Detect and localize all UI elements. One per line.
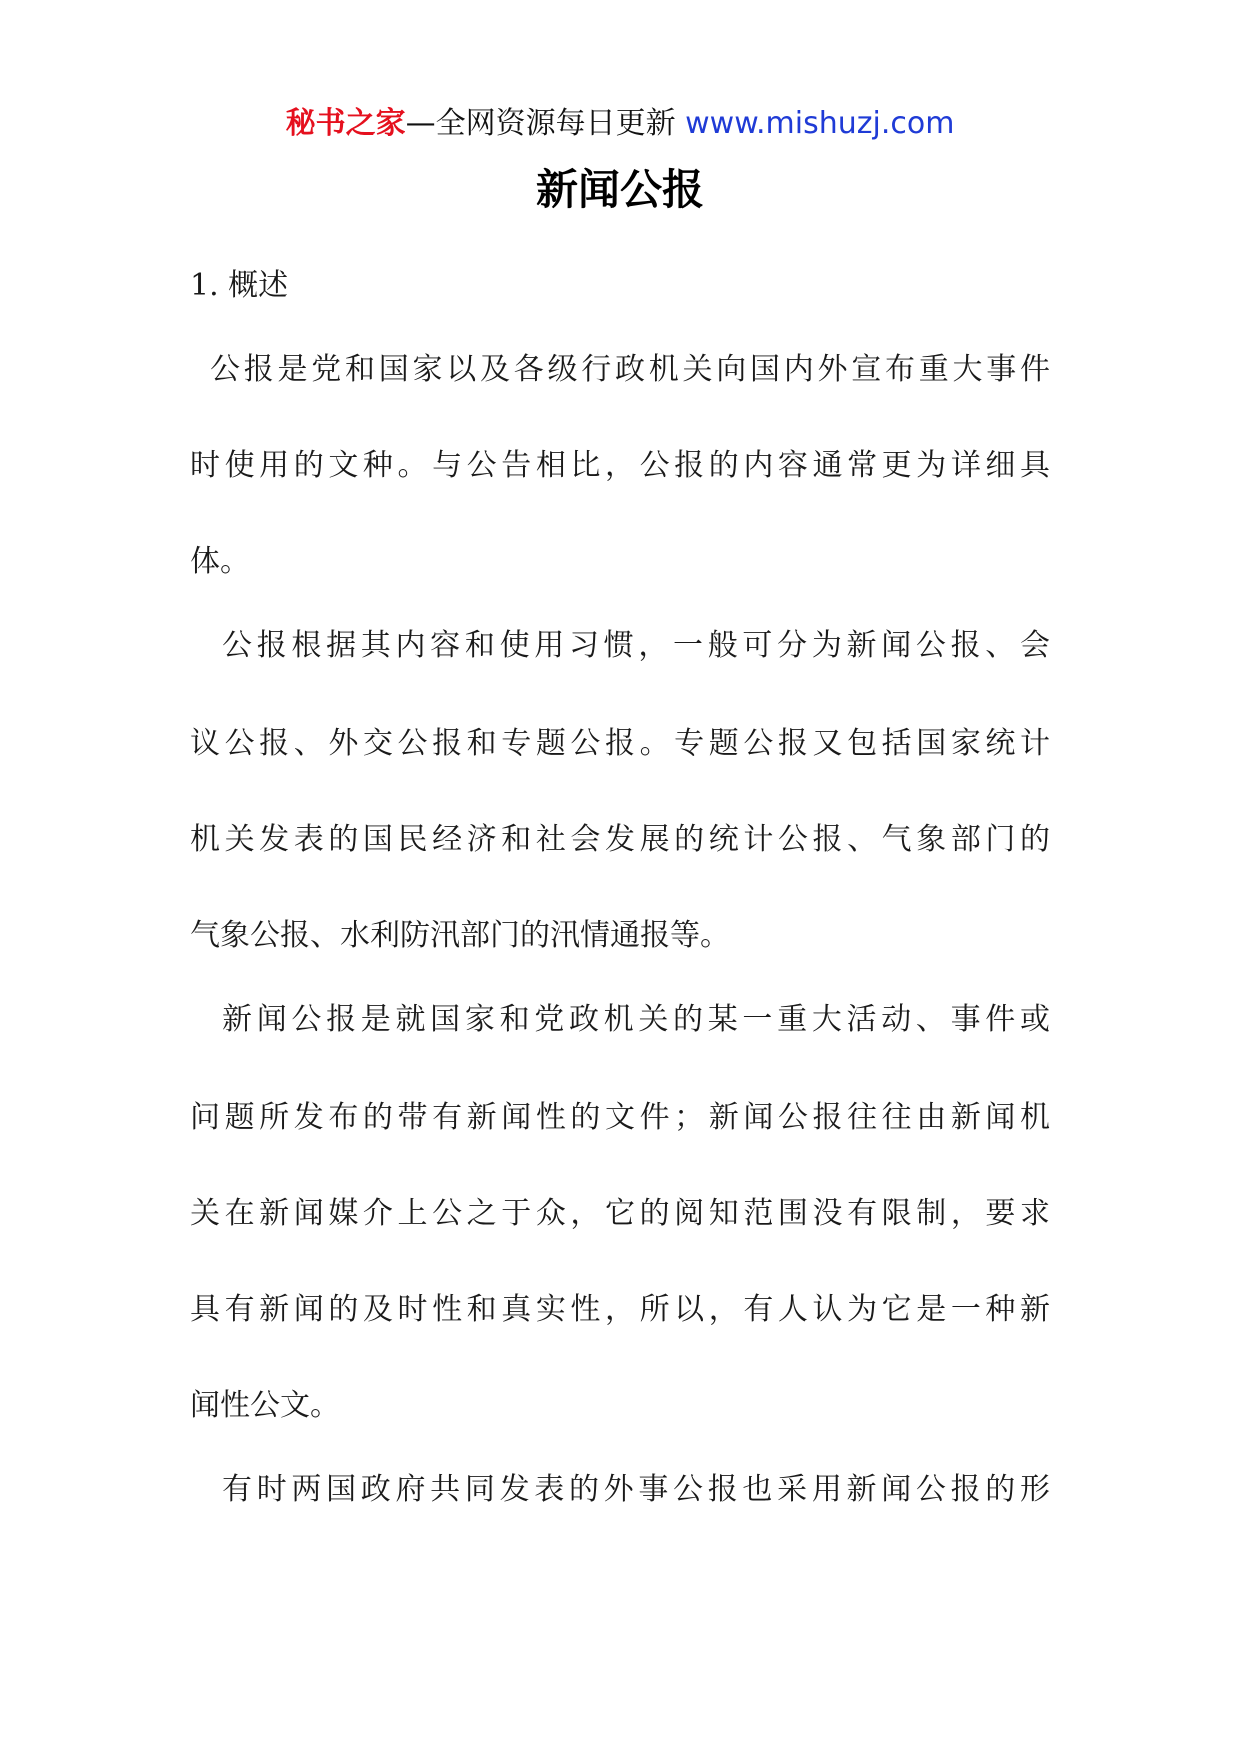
document-title: 新闻公报 (535, 165, 704, 214)
site-url-link[interactable]: www.mishuzj.com (685, 106, 955, 141)
paragraph-line: 有时两国政府共同发表的外事公报也采用新闻公报的形 (222, 1472, 1050, 1507)
section-heading: 1. 概述 (190, 268, 289, 303)
site-brand: 秘书之家 (285, 106, 406, 141)
paragraph-line: 问题所发布的带有新闻性的文件；新闻公报往往由新闻机 (190, 1100, 1050, 1135)
paragraph-line: 关在新闻媒介上公之于众，它的阅知范围没有限制，要求 (190, 1196, 1050, 1231)
site-header (0, 104, 1240, 144)
paragraph-line: 议公报、外交公报和专题公报。专题公报又包括国家统计 (190, 726, 1050, 761)
paragraph-line: 具有新闻的及时性和真实性，所以，有人认为它是一种新 (190, 1292, 1050, 1327)
paragraph-line: 公报根据其内容和使用习惯，一般可分为新闻公报、会 (222, 628, 1050, 663)
paragraph-line: 机关发表的国民经济和社会发展的统计公报、气象部门的 (190, 822, 1050, 857)
paragraph-line: 新闻公报是就国家和党政机关的某一重大活动、事件或 (222, 1002, 1050, 1037)
paragraph-line: 闻性公文。 (190, 1388, 340, 1423)
paragraph-line: 体。 (190, 544, 250, 579)
paragraph-line: 时使用的文种。与公告相比，公报的内容通常更为详细具 (190, 448, 1050, 483)
paragraph-line: 气象公报、水利防汛部门的汛情通报等。 (190, 918, 730, 953)
site-tagline: —全网资源每日更新 (405, 106, 676, 141)
paragraph-line: 公报是党和国家以及各级行政机关向国内外宣布重大事件 (210, 352, 1050, 387)
